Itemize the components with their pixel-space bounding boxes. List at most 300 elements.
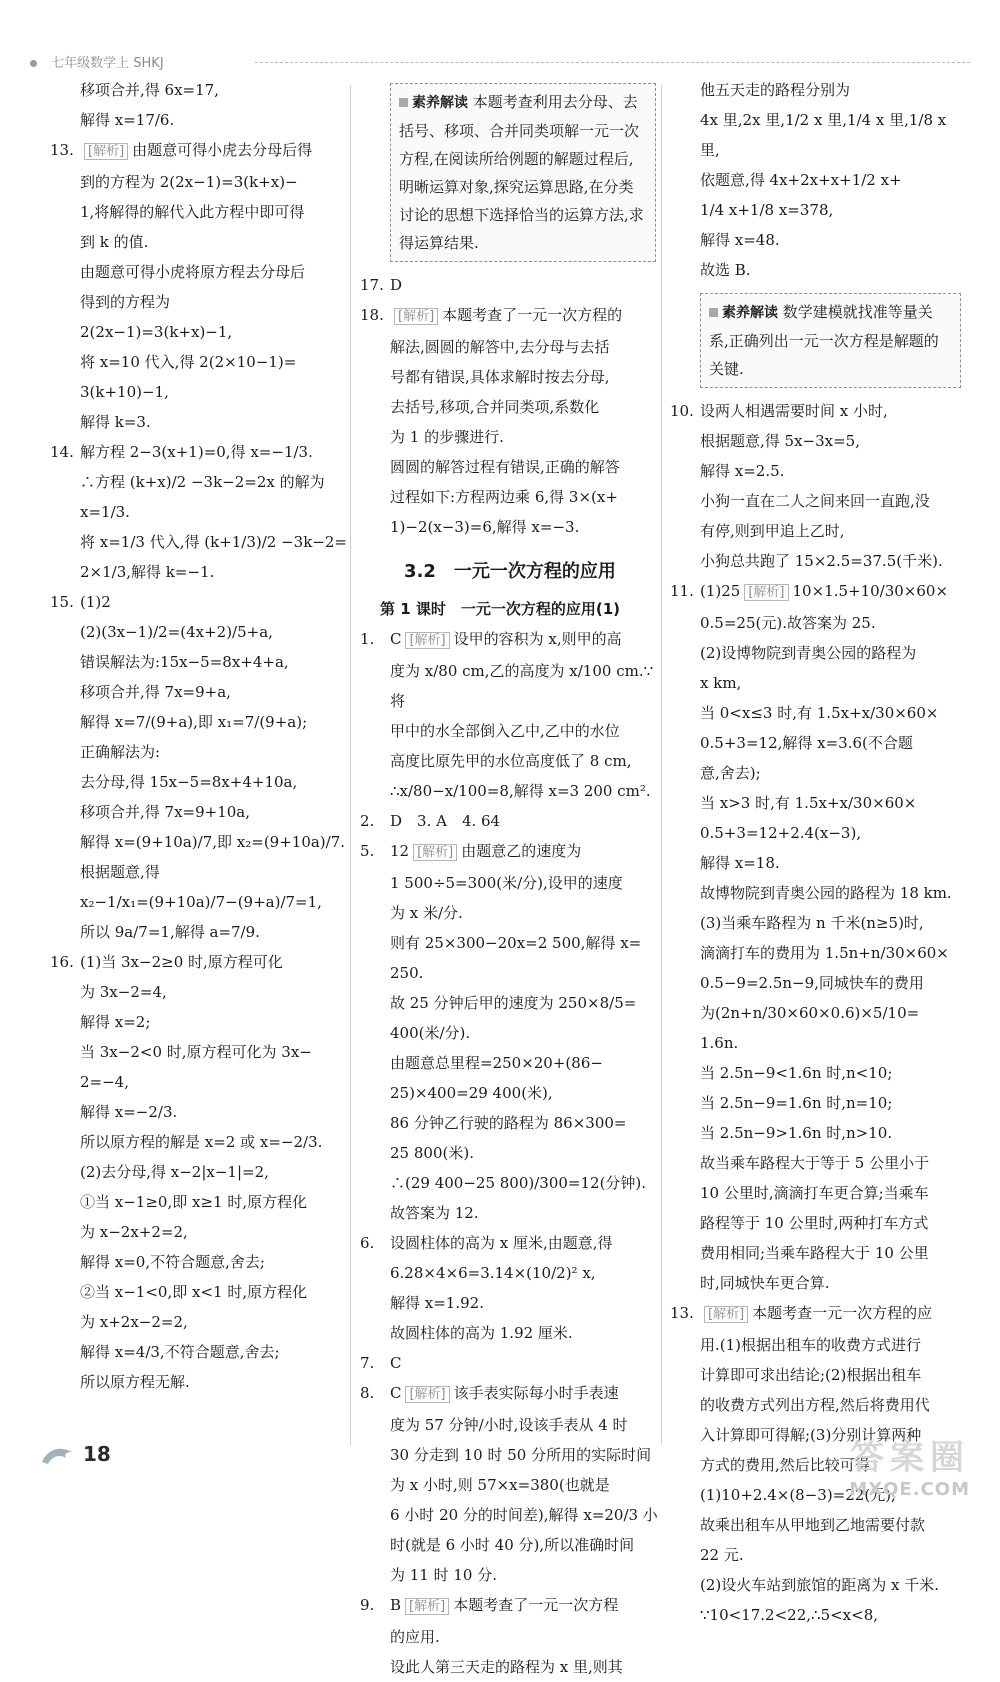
line-text: 他五天走的路程分别为	[700, 81, 851, 99]
answer-line	[670, 1088, 965, 1118]
line-text: 10×1.5+10/30×60×	[792, 582, 949, 600]
line-text: 解法,圆圆的解答中,去分母与去括	[390, 338, 610, 356]
answer-line	[50, 587, 348, 617]
line-text: 所以 9a/7=1,解得 a=7/9.	[80, 923, 260, 941]
answer-line	[360, 656, 660, 716]
line-text: 本题考查了一元一次方程	[453, 1596, 619, 1614]
answer-line	[50, 287, 348, 317]
answer-line	[50, 887, 348, 917]
literacy-note-title: 素养解读	[709, 305, 778, 321]
line-text: 解得 x=0,不符合题意,舍去;	[80, 1253, 265, 1271]
answer-line	[360, 1318, 660, 1348]
answer-item	[50, 947, 348, 1397]
line-text: 用.(1)根据出租车的收费方式进行	[700, 1336, 922, 1354]
line-text: 路程等于 10 公里时,两种打车方式	[700, 1214, 929, 1232]
answer-line	[670, 698, 965, 728]
answer-line	[50, 917, 348, 947]
answer-line	[670, 908, 965, 938]
watermark-logo-text: 答案圈	[850, 1438, 970, 1478]
answer-line	[50, 1337, 348, 1367]
item-number: 2.	[360, 812, 375, 830]
answer-line	[670, 668, 965, 698]
answer-line	[670, 1208, 965, 1238]
answer-line	[670, 165, 965, 195]
line-text: 该手表实际每小时手表速	[453, 1384, 619, 1402]
item-number: 9.	[360, 1596, 375, 1614]
item-number: 8.	[360, 1384, 375, 1402]
answer-line	[50, 557, 348, 587]
answer-item	[670, 75, 965, 285]
item-number: 1.	[360, 630, 375, 648]
answer-line	[50, 1277, 348, 1307]
answer-line	[670, 1028, 965, 1058]
line-text: 根据题意,得	[80, 863, 160, 881]
watermark-url: MXQE.COM	[849, 1479, 970, 1500]
line-text: 0.5+3=12+2.4(x−3),	[700, 824, 862, 842]
answer-item	[50, 135, 348, 437]
line-text: 所以原方程无解.	[80, 1373, 190, 1391]
line-text: 将 x=10 代入,得 2(2×10−1)=	[80, 353, 297, 371]
line-text: (2)去分母,得 x−2|x−1|=2,	[80, 1163, 269, 1181]
line-text: 解得 x=(9+10a)/7,即 x₂=(9+10a)/7.	[80, 833, 346, 851]
answer-line	[360, 1410, 660, 1440]
running-header	[30, 52, 970, 72]
line-text: x km,	[700, 674, 742, 692]
line-text: 0.5+3=12,解得 x=3.6(不合题	[700, 734, 913, 752]
line-text: 入计算即可得解;(3)分别计算两种	[700, 1426, 922, 1444]
answer-item	[360, 806, 660, 836]
answer-line	[670, 1148, 965, 1178]
line-text: ①当 x−1≥0,即 x≥1 时,原方程化	[80, 1193, 308, 1211]
answer-line	[50, 1007, 348, 1037]
line-text: 当 x>3 时,有 1.5x+x/30×60×	[700, 794, 917, 812]
item-answer: C	[390, 630, 402, 648]
answer-line	[360, 1560, 660, 1590]
line-text: 故当乘车路程大于等于 5 公里小于	[700, 1154, 930, 1172]
line-text: 移项合并,得 6x=17,	[80, 81, 219, 99]
answer-line	[670, 75, 965, 105]
answer-line	[360, 362, 660, 392]
analysis-tag: [解析]	[84, 143, 128, 160]
line-text: x₂−1/x₁=(9+10a)/7−(9+a)/7=1,	[80, 893, 322, 911]
answer-line	[670, 426, 965, 456]
line-text: 1)−2(x−3)=6,解得 x=−3.	[390, 518, 580, 536]
answer-line	[50, 647, 348, 677]
line-text: 400(米/分).	[390, 1024, 471, 1042]
answer-line	[50, 737, 348, 767]
analysis-tag: [解析]	[405, 632, 449, 649]
line-text: 当 2.5n−9=1.6n 时,n=10;	[700, 1094, 893, 1112]
line-text: 6 小时 20 分的时间差),解得 x=20/3 小	[390, 1506, 658, 1524]
line-text: 小狗总共跑了 15×2.5=37.5(千米).	[700, 552, 943, 570]
line-text: 设甲的容积为 x,则甲的高	[453, 630, 622, 648]
line-text: 解得 x=1.92.	[390, 1294, 484, 1312]
answer-line	[670, 1298, 965, 1330]
answer-line	[670, 758, 965, 788]
answer-line	[670, 878, 965, 908]
line-text: ∴方程 (k+x)/2 −3k−2=2x 的解为	[80, 473, 325, 491]
answer-line	[50, 947, 348, 977]
line-text: (2)(3x−1)/2=(4x+2)/5+a,	[80, 623, 273, 641]
answer-line	[670, 255, 965, 285]
line-text: 解得 k=3.	[80, 413, 151, 431]
page-number: 18	[82, 1442, 111, 1466]
answer-line	[360, 1622, 660, 1652]
answer-line	[670, 1330, 965, 1360]
line-text: 有停,则到甲追上乙时,	[700, 522, 845, 540]
item-number: 13.	[50, 141, 74, 159]
line-text: 高度比原先甲的水位高度低了 8 cm,	[390, 752, 632, 770]
answer-item	[360, 1348, 660, 1378]
answer-item	[360, 1590, 660, 1682]
line-text: 10 公里时,滴滴打车更合算;当乘车	[700, 1184, 929, 1202]
literacy-note-text: 本题考查利用去分母、去括号、移项、合并同类项解一元一次方程,在阅读所给例题的解题过程后,明晰运算对象,探究运算思路,在分类讨论的思想下选择恰当的运算方法,求得运算结果.	[399, 93, 644, 252]
answer-line	[670, 195, 965, 225]
answer-item	[50, 75, 348, 135]
line-text: ∴x/80−x/100=8,解得 x=3 200 cm².	[390, 782, 651, 800]
line-text: 86 分钟乙行驶的路程为 86×300=	[390, 1114, 627, 1132]
answer-line	[50, 347, 348, 377]
answer-item	[360, 1378, 660, 1590]
answer-line	[360, 1168, 660, 1198]
column-left	[50, 75, 348, 1397]
line-text: 解得 x=−2/3.	[80, 1103, 178, 1121]
page-number-area	[40, 1442, 111, 1468]
answer-line	[50, 1247, 348, 1277]
line-text: 0.5=25(元).故答案为 25.	[700, 614, 876, 632]
line-text: 由题意可得小虎去分母后得	[132, 141, 313, 159]
answer-line	[50, 827, 348, 857]
answer-line	[50, 437, 348, 467]
line-text: 故乘出租车从甲地到乙地需要付款	[700, 1516, 926, 1534]
item-answer: C	[390, 1384, 402, 1402]
answer-line	[360, 776, 660, 806]
answer-line	[360, 868, 660, 898]
answer-line	[360, 1348, 660, 1378]
line-text: 解得 x=7/(9+a),即 x₁=7/(9+a);	[80, 713, 308, 731]
answer-line	[50, 677, 348, 707]
line-text: 去分母,得 15x−5=8x+4+10a,	[80, 773, 298, 791]
answer-line	[50, 1067, 348, 1097]
dolphin-logo-icon	[40, 1444, 76, 1468]
answer-line	[670, 998, 965, 1028]
line-text: 度为 57 分钟/小时,设该手表从 4 时	[390, 1416, 628, 1434]
answer-item	[50, 587, 348, 947]
answer-line	[360, 1440, 660, 1470]
line-text: 0.5−9=2.5n−9,同城快车的费用	[700, 974, 924, 992]
analysis-tag: [解析]	[413, 844, 457, 861]
line-text: 1 500÷5=300(米/分),设甲的速度	[390, 874, 623, 892]
answer-line	[360, 482, 660, 512]
answer-line	[50, 707, 348, 737]
line-text: (2)设火车站到旅馆的距离为 x 千米.	[700, 1576, 940, 1594]
line-text: 解得 x=48.	[700, 231, 780, 249]
line-text: 25)×400=29 400(米),	[390, 1084, 553, 1102]
item-answer: (1)25	[700, 582, 741, 600]
line-text: 1.6n.	[700, 1034, 739, 1052]
answer-line	[670, 396, 965, 426]
line-text: 250.	[390, 964, 424, 982]
answer-line	[670, 1058, 965, 1088]
answer-line	[670, 516, 965, 546]
line-text: 为 x+2x−2=2,	[80, 1313, 188, 1331]
answer-line	[360, 806, 660, 836]
item-number: 6.	[360, 1234, 375, 1252]
bullet-icon	[30, 60, 37, 67]
line-text: 故选 B.	[700, 261, 751, 279]
literacy-note-box	[390, 83, 656, 262]
answer-line	[360, 452, 660, 482]
line-text: 3(k+10)−1,	[80, 383, 169, 401]
line-text: 移项合并,得 7x=9+10a,	[80, 803, 251, 821]
answer-item	[360, 300, 660, 542]
column-divider	[661, 85, 662, 1445]
line-text: 4x 里,2x 里,1/2 x 里,1/4 x 里,1/8 x 里,	[700, 111, 952, 159]
item-number: 5.	[360, 842, 375, 860]
answer-line	[50, 857, 348, 887]
answer-line	[670, 1178, 965, 1208]
item-number: 15.	[50, 593, 74, 611]
answer-line	[670, 728, 965, 758]
line-text: 为 3x−2=4,	[80, 983, 167, 1001]
line-text: (1)10+2.4×(8−3)=22(元),	[700, 1486, 896, 1504]
line-text: 故圆柱体的高为 1.92 厘米.	[390, 1324, 573, 1342]
line-text: 度为 x/80 cm,乙的高度为 x/100 cm.∵将	[390, 662, 654, 710]
answer-line	[360, 928, 660, 958]
line-text: 将 x=1/3 代入,得 (k+1/3)/2 −3k−2=	[80, 533, 347, 551]
line-text: 移项合并,得 7x=9+a,	[80, 683, 231, 701]
answer-line	[360, 1258, 660, 1288]
line-text: 25 800(米).	[390, 1144, 474, 1162]
answer-line	[670, 938, 965, 968]
line-text: (1)当 3x−2≥0 时,原方程可化	[80, 953, 283, 971]
line-text: 圆圆的解答过程有错误,正确的解答	[390, 458, 620, 476]
line-text: 小狗一直在二人之间来回一直跑,没	[700, 492, 930, 510]
item-number: 14.	[50, 443, 74, 461]
answer-line	[360, 716, 660, 746]
answer-line	[50, 75, 348, 105]
line-text: 所以原方程的解是 x=2 或 x=−2/3.	[80, 1133, 323, 1151]
line-text: D 3. A 4. 64	[390, 812, 501, 830]
item-number: 18.	[360, 306, 384, 324]
answer-line	[50, 167, 348, 197]
analysis-tag: [解析]	[744, 584, 788, 601]
line-text: 解方程 2−3(x+1)=0,得 x=−1/3.	[80, 443, 313, 461]
answer-line	[670, 1510, 965, 1540]
answer-line	[50, 1187, 348, 1217]
answer-line	[360, 1228, 660, 1258]
column-right	[670, 75, 965, 1630]
item-answer: B	[390, 1596, 402, 1614]
line-text: 正确解法为:	[80, 743, 161, 761]
literacy-note-title: 素养解读	[399, 95, 468, 111]
line-text: 30 分走到 10 时 50 分所用的实际时间	[390, 1446, 652, 1464]
answer-line	[670, 818, 965, 848]
item-number: 7.	[360, 1354, 375, 1372]
answer-line	[360, 898, 660, 928]
line-text: 由题意可得小虎将原方程去分母后	[80, 263, 306, 281]
answer-line	[50, 1127, 348, 1157]
answer-line	[360, 1108, 660, 1138]
line-text: 去括号,移项,合并同类项,系数化	[390, 398, 600, 416]
answer-line	[360, 1078, 660, 1108]
answer-line	[670, 546, 965, 576]
line-text: 设此人第三天走的路程为 x 里,则其	[390, 1658, 623, 1676]
line-text: 故答案为 12.	[390, 1204, 479, 1222]
line-text: 到的方程为 2(2x−1)=3(k+x)−	[80, 173, 298, 191]
answer-line	[360, 1500, 660, 1530]
answer-line	[50, 1157, 348, 1187]
item-number: 11.	[670, 582, 694, 600]
line-text: 为 x 米/分.	[390, 904, 463, 922]
line-text: 为 1 的步骤进行.	[390, 428, 504, 446]
header-rule	[255, 62, 970, 63]
line-text: 为 x−2x+2=2,	[80, 1223, 188, 1241]
answer-line	[670, 848, 965, 878]
answer-line	[670, 1360, 965, 1390]
line-text: 解得 x=2;	[80, 1013, 151, 1031]
answer-line	[50, 227, 348, 257]
answer-line	[360, 1530, 660, 1560]
line-text: 由题意总里程=250×20+(86−	[390, 1054, 603, 1072]
line-text: 时,同城快车更合算.	[700, 1274, 830, 1292]
answer-line	[360, 1378, 660, 1410]
answer-line	[50, 105, 348, 135]
answer-line	[50, 1307, 348, 1337]
line-text: 号都有错误,具体求解时按去分母,	[390, 368, 610, 386]
line-text: 为(2n+n/30×60×0.6)×5/10=	[700, 1004, 920, 1022]
answer-line	[50, 1367, 348, 1397]
analysis-tag: [解析]	[405, 1386, 449, 1403]
watermark	[849, 1430, 970, 1500]
line-text: 滴滴打车的费用为 1.5n+n/30×60×	[700, 944, 949, 962]
line-text: ∵10<17.2<22,∴5<x<8,	[700, 1606, 879, 1624]
answer-item	[360, 1228, 660, 1348]
answer-line	[360, 270, 660, 300]
answer-line	[360, 746, 660, 776]
item-number: 17.	[360, 276, 384, 294]
answer-line	[360, 300, 660, 332]
line-text: 的收费方式列出方程,然后将费用代	[700, 1396, 930, 1414]
line-text: 本题考查了一元一次方程的	[442, 306, 623, 324]
line-text: ∴(29 400−25 800)/300=12(分钟).	[390, 1174, 647, 1192]
line-text: 为 x 小时,则 57×x=380(也就是	[390, 1476, 610, 1494]
answer-line	[50, 977, 348, 1007]
answer-line	[360, 1198, 660, 1228]
lesson-title: 第 1 课时 一元一次方程的应用(1)	[380, 600, 621, 618]
line-text: 解得 x=4/3,不符合题意,舍去;	[80, 1343, 280, 1361]
line-text: 过程如下:方程两边乘 6,得 3×(x+	[390, 488, 618, 506]
answer-line	[670, 225, 965, 255]
answer-line	[50, 1217, 348, 1247]
line-text: 解得 x=2.5.	[700, 462, 785, 480]
answer-line	[670, 608, 965, 638]
answer-line	[360, 1138, 660, 1168]
line-text: 故 25 分钟后甲的速度为 250×8/5=	[390, 994, 637, 1012]
line-text: 为 11 时 10 分.	[390, 1566, 498, 1584]
literacy-note-text: 数学建模就找准等量关系,正确列出一元一次方程是解题的关键.	[709, 303, 939, 378]
line-text: D	[390, 276, 403, 294]
answer-line	[670, 105, 965, 165]
answer-line	[670, 1390, 965, 1420]
answer-item	[360, 270, 660, 300]
line-text: 2(2x−1)=3(k+x)−1,	[80, 323, 233, 341]
line-text: 的应用.	[390, 1628, 440, 1646]
line-text: 2=−4,	[80, 1073, 129, 1091]
line-text: 本题考查一元一次方程的应	[752, 1304, 933, 1322]
answer-line	[670, 1118, 965, 1148]
answer-line	[670, 1570, 965, 1600]
answer-line	[670, 1600, 965, 1630]
line-text: 设圆柱体的高为 x 厘米,由题意,得	[390, 1234, 613, 1252]
line-text: 故博物院到青奥公园的路程为 18 km.	[700, 884, 952, 902]
answer-line	[670, 486, 965, 516]
answer-item	[50, 437, 348, 587]
answer-line	[360, 422, 660, 452]
line-text: 错误解法为:15x−5=8x+4+a,	[80, 653, 289, 671]
answer-line	[670, 1238, 965, 1268]
answer-line	[50, 407, 348, 437]
line-text: 根据题意,得 5x−3x=5,	[700, 432, 860, 450]
answer-line	[360, 392, 660, 422]
line-text: 设两人相遇需要时间 x 小时,	[700, 402, 888, 420]
line-text: 意,舍去);	[700, 764, 761, 782]
answer-line	[360, 1288, 660, 1318]
answer-line	[50, 527, 348, 557]
answer-line	[360, 332, 660, 362]
answer-item	[360, 836, 660, 1228]
answer-line	[670, 576, 965, 608]
answer-line	[50, 467, 348, 497]
item-answer: 12	[390, 842, 410, 860]
answer-line	[50, 135, 348, 167]
line-text: 6.28×4×6=3.14×(10/2)² x,	[390, 1264, 596, 1282]
answer-line	[670, 1540, 965, 1570]
line-text: ②当 x−1<0,即 x<1 时,原方程化	[80, 1283, 308, 1301]
answer-line	[360, 1652, 660, 1682]
analysis-tag: [解析]	[704, 1306, 748, 1323]
answer-line	[360, 836, 660, 868]
answer-line	[50, 377, 348, 407]
answer-line	[670, 638, 965, 668]
answer-line	[360, 1048, 660, 1078]
line-text: 2×1/3,解得 k=−1.	[80, 563, 215, 581]
answer-line	[360, 988, 660, 1018]
line-text: 时(就是 6 小时 40 分),所以准确时间	[390, 1536, 635, 1554]
line-text: 解得 x=18.	[700, 854, 780, 872]
answer-line	[50, 617, 348, 647]
answer-line	[670, 1268, 965, 1298]
column-divider	[350, 85, 351, 1445]
line-text: 解得 x=17/6.	[80, 111, 175, 129]
answer-line	[360, 1470, 660, 1500]
answer-line	[670, 968, 965, 998]
line-text: 计算即可求出结论;(2)根据出租车	[700, 1366, 922, 1384]
answer-line	[50, 497, 348, 527]
answer-item	[670, 576, 965, 1298]
literacy-note-box	[700, 293, 961, 388]
line-text: 1/4 x+1/8 x=378,	[700, 201, 834, 219]
line-text: 甲中的水全部倒入乙中,乙中的水位	[390, 722, 620, 740]
answer-line	[50, 1037, 348, 1067]
answer-line	[670, 456, 965, 486]
line-text: 当 3x−2<0 时,原方程可化为 3x−	[80, 1043, 312, 1061]
line-text: (1)2	[80, 593, 111, 611]
line-text: 方式的费用,然后比较可得.	[700, 1456, 875, 1474]
line-text: 当 2.5n−9<1.6n 时,n<10;	[700, 1064, 893, 1082]
answer-line	[50, 257, 348, 287]
analysis-tag: [解析]	[405, 1598, 449, 1615]
